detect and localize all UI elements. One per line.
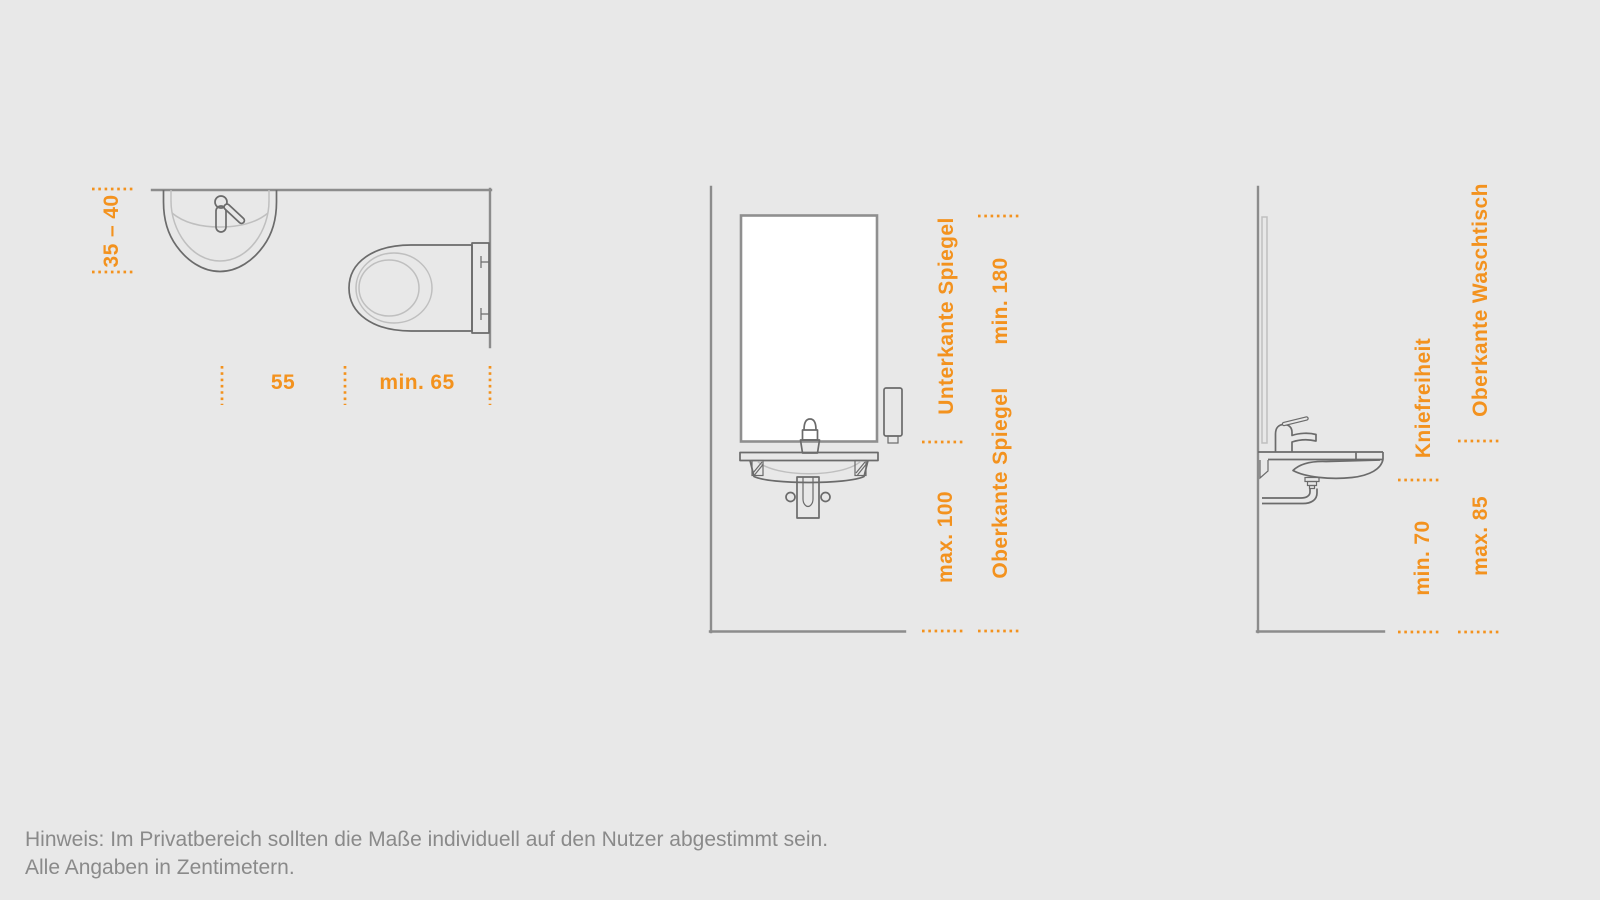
mirror-front [741,216,877,442]
dim-mirror-bottom-label: Unterkante Spiegel [935,217,958,415]
dim-knee-clearance-label: Kniefreiheit [1412,337,1435,459]
dim-basin-wc-distance: 55 [270,371,296,394]
washbasin-side [1258,452,1383,478]
note-line-1: Hinweis: Im Privatbereich sollten die Maße individuell auf den Nutzer abgestimmt sein. [25,828,829,851]
washbasin-front [740,453,878,483]
washbasin-plan [164,190,277,272]
dim-mirror-top-value: min. 180 [989,257,1012,345]
faucet-plan-spout [216,206,226,232]
dim-wc-front-clearance: min. 65 [379,371,455,394]
dim-mirror-top-label: Oberkante Spiegel [989,387,1012,579]
mirror-side [1262,217,1267,443]
dim-mirror-bottom-value: max. 100 [934,491,957,583]
note-line-2: Alle Angaben in Zentimetern. [25,856,295,879]
front-view-drawing [710,187,1022,632]
side-wall-floor-lines [1257,187,1384,632]
footnote [25,826,828,882]
dim-basin-depth: 35 – 40 [100,194,123,268]
dim-knee-clearance-value: min. 70 [1411,520,1434,596]
soap-dispenser [884,388,902,443]
dim-washstand-top-label: Oberkante Waschtisch [1469,183,1492,417]
dim-washstand-top-value: max. 85 [1469,496,1492,576]
toilet-plan [349,243,489,333]
drain-pipe-side [1262,478,1319,504]
side-view-drawing [1257,187,1502,632]
faucet-side [1276,419,1317,452]
